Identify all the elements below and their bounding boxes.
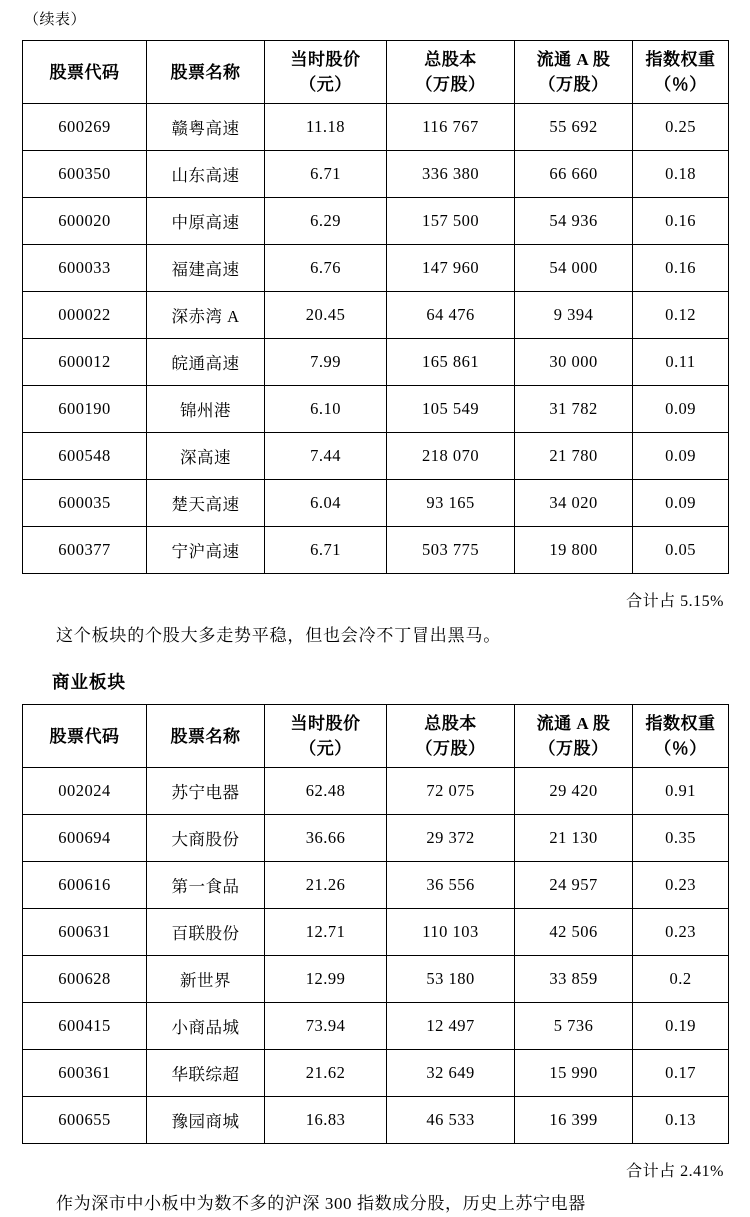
cell-price: 6.04 bbox=[265, 480, 387, 527]
header-cell-float-shares bbox=[515, 41, 633, 104]
cell-total-shares: 64 476 bbox=[387, 292, 515, 339]
cell-float-shares: 54 936 bbox=[515, 198, 633, 245]
header-name-label: 股票名称 bbox=[170, 726, 241, 746]
table-row bbox=[23, 433, 729, 480]
cell-float-shares: 21 130 bbox=[515, 815, 633, 862]
cell-code: 600269 bbox=[23, 104, 147, 151]
cell-price: 36.66 bbox=[265, 815, 387, 862]
header-weight-unit: （％） bbox=[654, 75, 707, 94]
table-row bbox=[23, 862, 729, 909]
cell-float-shares: 42 506 bbox=[515, 909, 633, 956]
section-title-commerce: 商业板块 bbox=[52, 672, 126, 692]
cell-float-shares: 33 859 bbox=[515, 956, 633, 1003]
cell-name: 华联综超 bbox=[147, 1050, 265, 1097]
table1-header bbox=[23, 41, 729, 104]
cell-float-shares: 16 399 bbox=[515, 1097, 633, 1144]
header-code-label: 股票代码 bbox=[49, 62, 120, 82]
cell-weight: 0.35 bbox=[633, 815, 729, 862]
header-total-label: 总股本 bbox=[424, 714, 477, 733]
cell-float-shares: 21 780 bbox=[515, 433, 633, 480]
cell-price: 73.94 bbox=[265, 1003, 387, 1050]
header-float-unit: （万股） bbox=[538, 739, 609, 758]
cell-weight: 0.16 bbox=[633, 198, 729, 245]
cell-total-shares: 110 103 bbox=[387, 909, 515, 956]
cell-float-shares: 24 957 bbox=[515, 862, 633, 909]
cell-name: 皖通高速 bbox=[147, 339, 265, 386]
cell-code: 600020 bbox=[23, 198, 147, 245]
paragraph-commerce-comment: 作为深市中小板中为数不多的沪深 300 指数成分股，历史上苏宁电器 bbox=[56, 1194, 586, 1213]
cell-weight: 0.16 bbox=[633, 245, 729, 292]
header-cell-name bbox=[147, 705, 265, 768]
table-row bbox=[23, 1097, 729, 1144]
cell-float-shares: 54 000 bbox=[515, 245, 633, 292]
header-float-unit: （万股） bbox=[538, 75, 609, 94]
cell-total-shares: 218 070 bbox=[387, 433, 515, 480]
cell-code: 600350 bbox=[23, 151, 147, 198]
cell-total-shares: 157 500 bbox=[387, 198, 515, 245]
table-row bbox=[23, 245, 729, 292]
cell-float-shares: 9 394 bbox=[515, 292, 633, 339]
cell-name: 福建高速 bbox=[147, 245, 265, 292]
header-cell-total-shares bbox=[387, 705, 515, 768]
cell-weight: 0.23 bbox=[633, 862, 729, 909]
cell-total-shares: 147 960 bbox=[387, 245, 515, 292]
cell-float-shares: 31 782 bbox=[515, 386, 633, 433]
header-float-label: 流通 A 股 bbox=[536, 714, 611, 733]
header-total-unit: （万股） bbox=[415, 75, 486, 94]
header-cell-price bbox=[265, 41, 387, 104]
cell-weight: 0.12 bbox=[633, 292, 729, 339]
table-row bbox=[23, 339, 729, 386]
header-name-label: 股票名称 bbox=[170, 62, 241, 82]
cell-price: 12.71 bbox=[265, 909, 387, 956]
cell-price: 6.76 bbox=[265, 245, 387, 292]
cell-float-shares: 30 000 bbox=[515, 339, 633, 386]
cell-weight: 0.09 bbox=[633, 386, 729, 433]
cell-code: 600190 bbox=[23, 386, 147, 433]
cell-name: 中原高速 bbox=[147, 198, 265, 245]
continued-table-label: （续表） bbox=[24, 12, 87, 28]
cell-price: 21.62 bbox=[265, 1050, 387, 1097]
cell-code: 600631 bbox=[23, 909, 147, 956]
header-cell-float-shares bbox=[515, 705, 633, 768]
cell-name: 大商股份 bbox=[147, 815, 265, 862]
cell-name: 山东高速 bbox=[147, 151, 265, 198]
cell-price: 21.26 bbox=[265, 862, 387, 909]
cell-total-shares: 503 775 bbox=[387, 527, 515, 574]
cell-weight: 0.11 bbox=[633, 339, 729, 386]
cell-name: 深高速 bbox=[147, 433, 265, 480]
header-weight-label: 指数权重 bbox=[645, 50, 716, 69]
cell-code: 000022 bbox=[23, 292, 147, 339]
table2-total-label: 合计占 2.41% bbox=[626, 1163, 724, 1180]
table-row bbox=[23, 956, 729, 1003]
table-row bbox=[23, 1003, 729, 1050]
cell-price: 6.29 bbox=[265, 198, 387, 245]
cell-price: 16.83 bbox=[265, 1097, 387, 1144]
cell-code: 600035 bbox=[23, 480, 147, 527]
table-row bbox=[23, 104, 729, 151]
cell-total-shares: 165 861 bbox=[387, 339, 515, 386]
cell-code: 600415 bbox=[23, 1003, 147, 1050]
cell-total-shares: 36 556 bbox=[387, 862, 515, 909]
cell-price: 12.99 bbox=[265, 956, 387, 1003]
table2-header bbox=[23, 705, 729, 768]
cell-weight: 0.91 bbox=[633, 768, 729, 815]
cell-float-shares: 66 660 bbox=[515, 151, 633, 198]
cell-float-shares: 34 020 bbox=[515, 480, 633, 527]
table-row bbox=[23, 292, 729, 339]
header-cell-code bbox=[23, 705, 147, 768]
header-cell-weight bbox=[633, 41, 729, 104]
header-total-label: 总股本 bbox=[424, 50, 477, 69]
cell-float-shares: 19 800 bbox=[515, 527, 633, 574]
cell-total-shares: 93 165 bbox=[387, 480, 515, 527]
cell-name: 苏宁电器 bbox=[147, 768, 265, 815]
table-row bbox=[23, 1050, 729, 1097]
table-row bbox=[23, 151, 729, 198]
header-cell-name bbox=[147, 41, 265, 104]
cell-code: 600655 bbox=[23, 1097, 147, 1144]
cell-float-shares: 29 420 bbox=[515, 768, 633, 815]
cell-total-shares: 53 180 bbox=[387, 956, 515, 1003]
commerce-sector-table bbox=[22, 704, 729, 1144]
cell-name: 深赤湾 A bbox=[147, 292, 265, 339]
cell-weight: 0.13 bbox=[633, 1097, 729, 1144]
table-row bbox=[23, 527, 729, 574]
cell-code: 600377 bbox=[23, 527, 147, 574]
cell-code: 600628 bbox=[23, 956, 147, 1003]
header-weight-unit: （％） bbox=[654, 739, 707, 758]
cell-price: 7.44 bbox=[265, 433, 387, 480]
cell-price: 62.48 bbox=[265, 768, 387, 815]
header-float-label: 流通 A 股 bbox=[536, 50, 611, 69]
cell-total-shares: 29 372 bbox=[387, 815, 515, 862]
cell-name: 赣粤高速 bbox=[147, 104, 265, 151]
cell-name: 小商品城 bbox=[147, 1003, 265, 1050]
cell-name: 楚天高速 bbox=[147, 480, 265, 527]
header-price-label: 当时股价 bbox=[290, 714, 361, 733]
transport-sector-table bbox=[22, 40, 729, 574]
table-row bbox=[23, 909, 729, 956]
header-cell-price bbox=[265, 705, 387, 768]
header-cell-total-shares bbox=[387, 41, 515, 104]
cell-total-shares: 105 549 bbox=[387, 386, 515, 433]
cell-float-shares: 15 990 bbox=[515, 1050, 633, 1097]
cell-name: 新世界 bbox=[147, 956, 265, 1003]
cell-code: 002024 bbox=[23, 768, 147, 815]
cell-code: 600694 bbox=[23, 815, 147, 862]
header-weight-label: 指数权重 bbox=[645, 714, 716, 733]
cell-price: 6.71 bbox=[265, 527, 387, 574]
cell-total-shares: 32 649 bbox=[387, 1050, 515, 1097]
header-total-unit: （万股） bbox=[415, 739, 486, 758]
cell-float-shares: 55 692 bbox=[515, 104, 633, 151]
table1-body bbox=[23, 104, 729, 574]
cell-code: 600616 bbox=[23, 862, 147, 909]
table1-total-label: 合计占 5.15% bbox=[626, 593, 724, 610]
cell-price: 7.99 bbox=[265, 339, 387, 386]
cell-weight: 0.18 bbox=[633, 151, 729, 198]
header-code-label: 股票代码 bbox=[49, 726, 120, 746]
cell-code: 600012 bbox=[23, 339, 147, 386]
header-cell-weight bbox=[633, 705, 729, 768]
table-row bbox=[23, 815, 729, 862]
table-header-row bbox=[23, 41, 729, 104]
header-price-unit: （元） bbox=[299, 75, 352, 94]
cell-weight: 0.19 bbox=[633, 1003, 729, 1050]
cell-code: 600361 bbox=[23, 1050, 147, 1097]
cell-total-shares: 12 497 bbox=[387, 1003, 515, 1050]
cell-total-shares: 336 380 bbox=[387, 151, 515, 198]
table-row bbox=[23, 768, 729, 815]
cell-price: 6.71 bbox=[265, 151, 387, 198]
cell-weight: 0.2 bbox=[633, 956, 729, 1003]
header-price-unit: （元） bbox=[299, 739, 352, 758]
cell-float-shares: 5 736 bbox=[515, 1003, 633, 1050]
table-row bbox=[23, 198, 729, 245]
cell-weight: 0.09 bbox=[633, 433, 729, 480]
cell-total-shares: 46 533 bbox=[387, 1097, 515, 1144]
table-row bbox=[23, 480, 729, 527]
header-price-label: 当时股价 bbox=[290, 50, 361, 69]
cell-weight: 0.17 bbox=[633, 1050, 729, 1097]
cell-weight: 0.05 bbox=[633, 527, 729, 574]
cell-code: 600548 bbox=[23, 433, 147, 480]
table-row bbox=[23, 386, 729, 433]
cell-total-shares: 116 767 bbox=[387, 104, 515, 151]
cell-code: 600033 bbox=[23, 245, 147, 292]
cell-weight: 0.25 bbox=[633, 104, 729, 151]
cell-name: 豫园商城 bbox=[147, 1097, 265, 1144]
header-cell-code bbox=[23, 41, 147, 104]
cell-name: 锦州港 bbox=[147, 386, 265, 433]
cell-weight: 0.23 bbox=[633, 909, 729, 956]
cell-weight: 0.09 bbox=[633, 480, 729, 527]
cell-price: 11.18 bbox=[265, 104, 387, 151]
cell-total-shares: 72 075 bbox=[387, 768, 515, 815]
paragraph-transport-comment: 这个板块的个股大多走势平稳，但也会冷不丁冒出黑马。 bbox=[56, 626, 501, 645]
table2-body bbox=[23, 768, 729, 1144]
cell-name: 百联股份 bbox=[147, 909, 265, 956]
cell-price: 20.45 bbox=[265, 292, 387, 339]
cell-price: 6.10 bbox=[265, 386, 387, 433]
cell-name: 第一食品 bbox=[147, 862, 265, 909]
cell-name: 宁沪高速 bbox=[147, 527, 265, 574]
table-header-row bbox=[23, 705, 729, 768]
